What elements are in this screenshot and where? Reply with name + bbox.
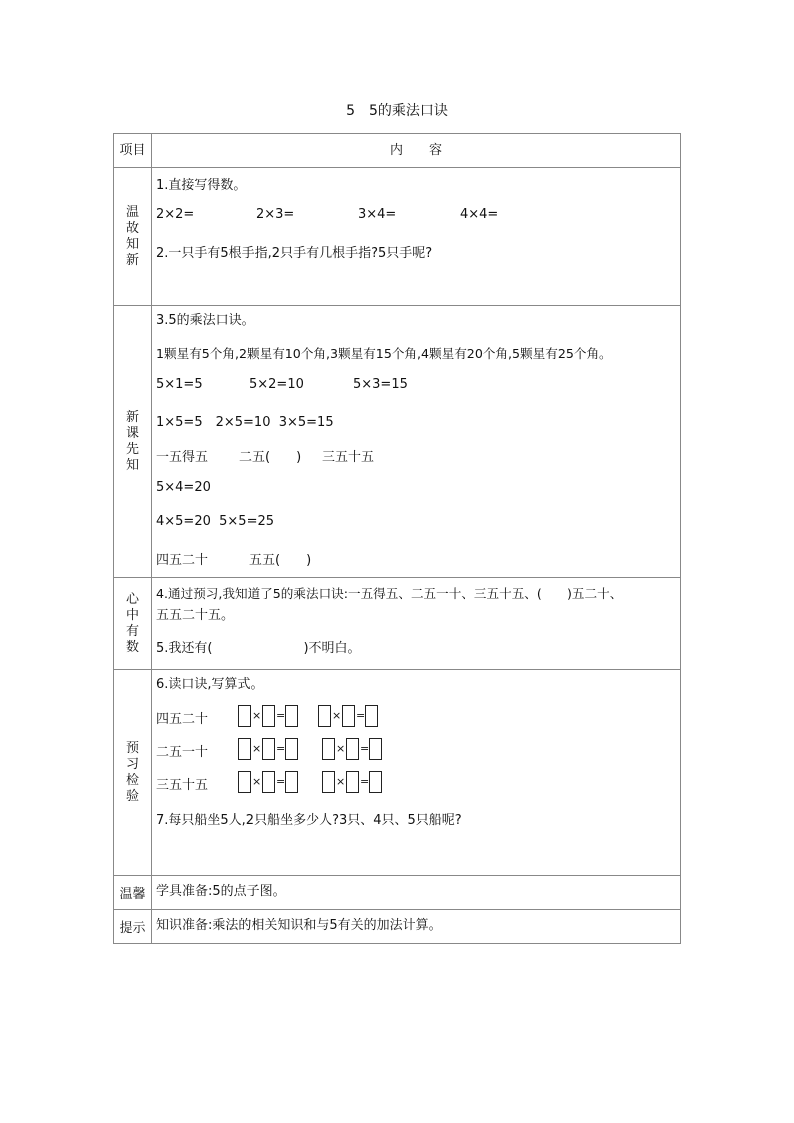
question-4-line-1: 4.通过预习,我知道了5的乘法口诀:一五得五、二五一十、三五十五、( )五二十、 xyxy=(156,586,623,601)
section-newlesson-content xyxy=(152,306,681,578)
answer-box[interactable] xyxy=(322,771,335,793)
section-mind-label-cell xyxy=(114,578,152,670)
header-row xyxy=(114,134,681,168)
equals-sign: = xyxy=(360,742,370,755)
rhyme: 一五得五 xyxy=(156,450,209,465)
rhyme: 三五十五 xyxy=(156,778,209,793)
section-tips-label-cell-2 xyxy=(114,910,152,944)
header-item-label: 项目 xyxy=(119,143,146,158)
answer-box[interactable] xyxy=(238,738,251,760)
rhyme: 四五二十 xyxy=(156,553,209,568)
answer-box[interactable] xyxy=(318,705,331,727)
answer-box[interactable] xyxy=(285,705,298,727)
equation-row: 4×5=20 5×5=25 xyxy=(156,514,275,529)
times-sign: × xyxy=(252,709,262,722)
answer-box[interactable] xyxy=(369,738,382,760)
calc-item: 2×3= xyxy=(256,207,295,222)
section-tips-content-1 xyxy=(152,876,681,910)
equation: 5×2=10 xyxy=(249,377,304,392)
section-mind-content xyxy=(152,578,681,670)
tips-line-2: 知识准备:乘法的相关知识和与5有关的加法计算。 xyxy=(156,918,442,933)
question-1: 1.直接写得数。 xyxy=(156,178,247,193)
section-tips-content-2 xyxy=(152,910,681,944)
answer-box[interactable] xyxy=(285,738,298,760)
calc-item: 3×4= xyxy=(358,207,397,222)
section-check xyxy=(114,670,681,876)
question-5: 5.我还有( )不明白。 xyxy=(156,641,361,656)
answer-box[interactable] xyxy=(346,771,359,793)
section-newlesson-label: 新课先知 xyxy=(125,409,139,473)
answer-box[interactable] xyxy=(262,705,275,727)
section-tips-label-2: 提示 xyxy=(119,921,146,936)
answer-box[interactable] xyxy=(346,738,359,760)
page-title: 5 5的乘法口诀 xyxy=(346,103,448,119)
equation-row: 1×5=5 2×5=10 3×5=15 xyxy=(156,415,334,430)
calc-item: 4×4= xyxy=(460,207,499,222)
section-mind xyxy=(114,578,681,670)
answer-box[interactable] xyxy=(262,771,275,793)
times-sign: × xyxy=(336,775,346,788)
answer-box[interactable] xyxy=(342,705,355,727)
header-content-col xyxy=(152,134,681,168)
answer-box[interactable] xyxy=(369,771,382,793)
question-6: 6.读口诀,写算式。 xyxy=(156,677,264,692)
rhyme: 二五一十 xyxy=(156,745,209,760)
question-2: 2.一只手有5根手指,2只手有几根手指?5只手呢? xyxy=(156,246,433,261)
times-sign: × xyxy=(252,742,262,755)
header-content-label: 内 容 xyxy=(389,143,442,158)
section-mind-label: 心中有数 xyxy=(125,591,139,655)
equals-sign: = xyxy=(276,742,286,755)
section-newlesson xyxy=(114,306,681,578)
question-4-line-2: 五五二十五。 xyxy=(156,608,235,623)
section-tips-label-cell xyxy=(114,876,152,910)
answer-box[interactable] xyxy=(238,705,251,727)
answer-box[interactable] xyxy=(262,738,275,760)
section-review xyxy=(114,168,681,306)
section-review-content xyxy=(152,168,681,306)
equals-sign: = xyxy=(360,775,370,788)
section-check-content xyxy=(152,670,681,876)
tips-line-1: 学具准备:5的点子图。 xyxy=(156,884,286,899)
section-tips-label-1: 温馨 xyxy=(119,887,146,902)
equals-sign: = xyxy=(356,709,366,722)
answer-box[interactable] xyxy=(322,738,335,760)
equation-row: 5×4=20 xyxy=(156,480,211,495)
section-newlesson-label-cell xyxy=(114,306,152,578)
answer-box[interactable] xyxy=(285,771,298,793)
rhyme-blank: 二五( ) xyxy=(239,450,302,465)
section-review-label-cell xyxy=(114,168,152,306)
times-sign: × xyxy=(336,742,346,755)
equation: 5×3=15 xyxy=(353,377,408,392)
section-check-label: 预习检验 xyxy=(125,740,139,804)
rhyme: 四五二十 xyxy=(156,712,209,727)
question-3: 3.5的乘法口诀。 xyxy=(156,313,255,328)
section-tips-1 xyxy=(114,876,681,910)
question-7: 7.每只船坐5人,2只船坐多少人?3只、4只、5只船呢? xyxy=(156,813,462,828)
times-sign: × xyxy=(252,775,262,788)
section-review-label: 温故知新 xyxy=(125,204,139,268)
header-item-col xyxy=(114,134,152,168)
calc-item: 2×2= xyxy=(156,207,195,222)
section-check-label-cell xyxy=(114,670,152,876)
equation: 5×1=5 xyxy=(156,377,203,392)
times-sign: × xyxy=(332,709,342,722)
equals-sign: = xyxy=(276,775,286,788)
worksheet-table xyxy=(113,133,681,944)
stars-text: 1颗星有5个角,2颗星有10个角,3颗星有15个角,4颗星有20个角,5颗星有25个角。 xyxy=(156,346,612,361)
equals-sign: = xyxy=(276,709,286,722)
rhyme-blank: 五五( ) xyxy=(249,553,312,568)
section-tips-2 xyxy=(114,910,681,944)
rhyme: 三五十五 xyxy=(322,450,375,465)
answer-box[interactable] xyxy=(238,771,251,793)
answer-box[interactable] xyxy=(365,705,378,727)
